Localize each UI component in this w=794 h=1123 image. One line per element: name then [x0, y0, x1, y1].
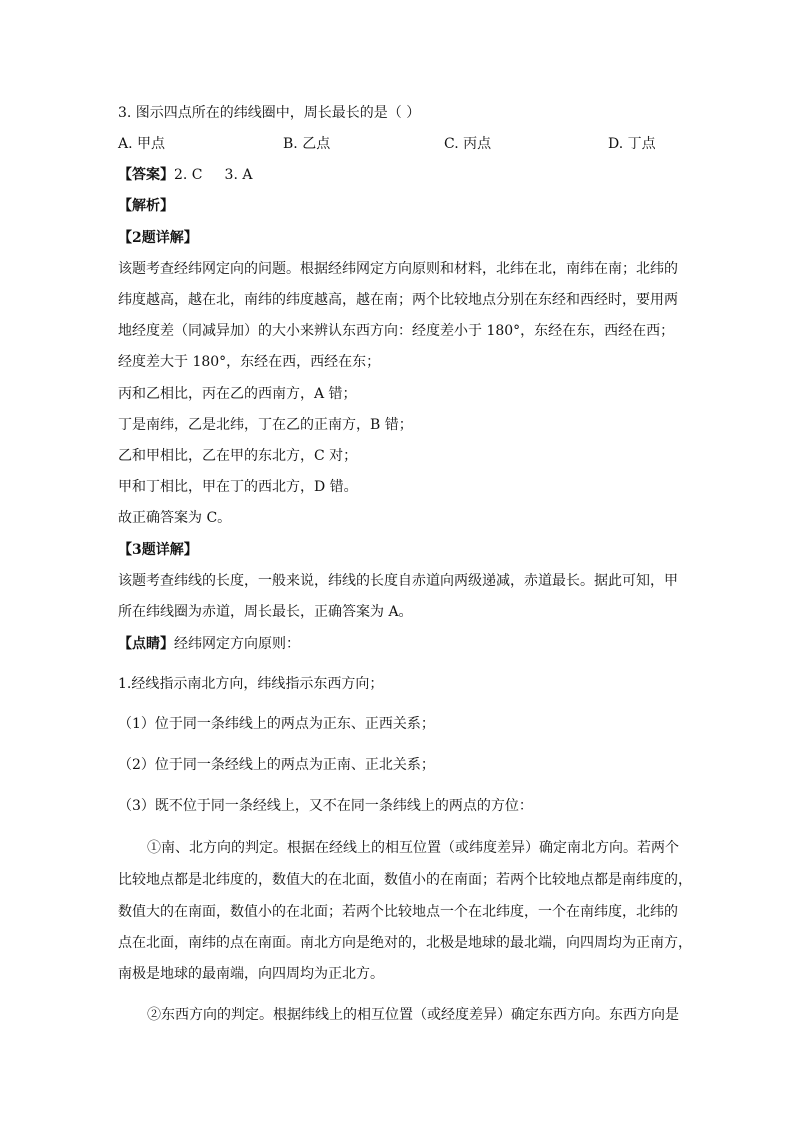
tip-para1-line: 南极是地球的最南端，向四周均为正北方。: [118, 966, 384, 982]
q3-detail-heading: 【3题详解】: [118, 542, 198, 558]
analysis-label: 【解析】: [118, 198, 174, 214]
q2-detail-heading: 【2题详解】: [118, 230, 198, 246]
option-a: A. 甲点: [118, 136, 166, 152]
tip-label: 【点睛】: [118, 636, 174, 652]
q2-detail-line: 乙和甲相比，乙在甲的东北方，C 对；: [118, 448, 358, 464]
q2-detail-line: 经度差大于 180°，东经在西，西经在东；: [118, 354, 381, 370]
q2-detail-line: 甲和丁相比，甲在丁的西北方，D 错。: [118, 479, 358, 495]
answer-line: [118, 165, 678, 185]
q3-detail-line: 所在纬线圈为赤道，周长最长，正确答案为 A。: [118, 604, 413, 620]
q2-detail-line: 丙和乙相比，丙在乙的西南方，A 错；: [118, 386, 357, 402]
q3-detail-line: 该题考查纬线的长度，一般来说，纬线的长度自赤道向两级递减，赤道最长。据此可知，甲: [118, 573, 678, 589]
tip-para1-line: 点在北面，南纬的点在南面。南北方向是绝对的，北极是地球的最北端，向四周均为正南方，: [118, 935, 692, 951]
answer-value-2: 2. C: [174, 167, 203, 183]
option-b: B. 乙点: [283, 136, 331, 152]
question-3-stem: 3. 图示四点所在的纬线圈中，周长最长的是（ ）: [118, 105, 421, 121]
tip-rule: （3）既不位于同一条经线上，又不在同一条纬线上的两点的方位：: [118, 798, 533, 814]
tip-para1-line: ①南、北方向的判定。根据在经线上的相互位置（或纬度差异）确定南北方向。若两个: [147, 840, 679, 856]
q2-detail-line: 纬度越高，越在北，南纬的纬度越高，越在南；两个比较地点分别在东经和西经时，要用两: [118, 292, 678, 308]
tip-para2-line: ②东西方向的判定。根据纬线上的相互位置（或经度差异）确定东西方向。东西方向是: [147, 1007, 679, 1023]
q2-detail-line: 故正确答案为 C。: [118, 510, 232, 526]
tip-rule: （1）位于同一条纬线上的两点为正东、正西关系；: [118, 716, 435, 732]
tip-line: [118, 634, 678, 654]
tip-title: 经纬网定方向原则：: [174, 636, 300, 652]
tip-rule: （2）位于同一条经线上的两点为正南、正北关系；: [118, 757, 435, 773]
option-d: D. 丁点: [608, 136, 656, 152]
tip-rule: 1.经线指示南北方向，纬线指示东西方向；: [118, 676, 384, 692]
tip-para1-line: 数值大的在南面，数值小的在北面；若两个比较地点一个在北纬度，一个在南纬度，北纬的: [118, 904, 678, 920]
q2-detail-line: 丁是南纬，乙是北纬，丁在乙的正南方，B 错；: [118, 417, 413, 433]
q2-detail-line: 地经度差（同减异加）的大小来辨认东西方向：经度差小于 180°，东经在东，西经在西；: [118, 323, 675, 339]
option-c: C. 丙点: [444, 136, 492, 152]
q2-detail-line: 该题考查经纬网定向的问题。根据经纬网定方向原则和材料，北纬在北，南纬在南；北纬的: [118, 261, 678, 277]
answer-label: 【答案】: [118, 167, 174, 183]
tip-para1-line: 比较地点都是北纬度的，数值大的在北面，数值小的在南面；若两个比较地点都是南纬度的，: [118, 872, 692, 888]
answer-value-3: 3. A: [224, 167, 253, 183]
question-3-options: [118, 134, 678, 154]
